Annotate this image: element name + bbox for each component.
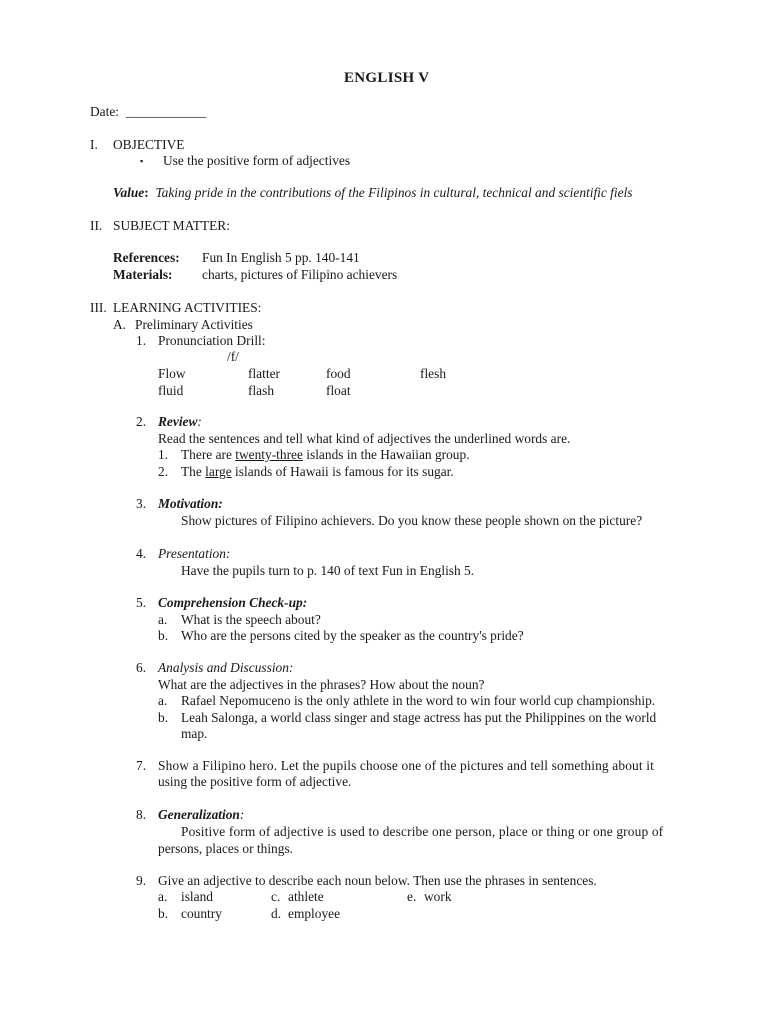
exercise-word: country [181, 906, 222, 921]
objective-heading: OBJECTIVE [113, 137, 185, 152]
analysis-number: 6. [136, 660, 147, 675]
hero-number: 7. [136, 758, 147, 773]
comprehension-number: 5. [136, 595, 147, 610]
value-text: Taking pride in the contributions of the Filipinos in cultural, technical and scientific fiels [155, 185, 633, 200]
phrase-text: map. [181, 726, 208, 741]
generalization-label: Generalization [158, 807, 240, 822]
exercise-word: island [181, 889, 213, 904]
review-sentence [181, 447, 470, 463]
review-instruction: Read the sentences and tell what kind of adjectives the underlined words are. [158, 431, 571, 446]
date-blank: ____________ [126, 104, 207, 119]
underlined-word: large [205, 464, 232, 479]
exercise-word: employee [288, 906, 341, 921]
exercise-letter: b. [158, 906, 169, 921]
review-number: 2. [136, 414, 147, 429]
generalization-text: persons, places or things. [158, 841, 293, 856]
generalization-number: 8. [136, 807, 147, 822]
phrase-text: Rafael Nepomuceno is the only athlete in the word to win four world cup championship. [181, 693, 656, 708]
sub-a-letter: A. [113, 317, 127, 332]
review-sentence-number: 1. [158, 447, 169, 462]
materials-value: charts, pictures of Filipino achievers [202, 267, 398, 282]
exercise-word: work [424, 889, 452, 904]
drill-word: fluid [158, 383, 184, 398]
references-value: Fun In English 5 pp. 140-141 [202, 250, 360, 265]
comprehension-label: Comprehension Check-up: [158, 595, 308, 610]
underlined-word: twenty-three [235, 447, 303, 462]
exercise-word: athlete [288, 889, 324, 904]
materials-label: Materials: [113, 267, 173, 282]
activities-number: III. [90, 300, 107, 315]
drill-word: flatter [248, 366, 280, 381]
drill-word: flash [248, 383, 275, 398]
review-sentence-number: 2. [158, 464, 169, 479]
drill-sound: /f/ [227, 349, 239, 364]
phrase-text: Leah Salonga, a world class singer and stage actress has put the Philippines on the world [181, 710, 657, 725]
sub-a-label: Preliminary Activities [135, 317, 253, 332]
exercise-letter: a. [158, 889, 168, 904]
generalization-text: Positive form of adjective is used to describe one person, place or thing or one group of [181, 824, 664, 839]
hero-text: Show a Filipino hero. Let the pupils choose one of the pictures and tell something about it [158, 758, 654, 773]
presentation-label: Presentation: [158, 546, 231, 561]
question-text: Who are the persons cited by the speaker as the country's pride? [181, 628, 524, 643]
question-letter: a. [158, 612, 168, 627]
exercise-letter: e. [407, 889, 417, 904]
references-label: References: [113, 250, 180, 265]
hero-text: using the positive form of adjective. [158, 774, 352, 789]
drill-word: Flow [158, 366, 186, 381]
phrase-letter: b. [158, 710, 169, 725]
exercise-number: 9. [136, 873, 147, 888]
drill-word: food [326, 366, 351, 381]
sentence-text: islands in the Hawaiian group. [302, 447, 470, 462]
objective-item: Use the positive form of adjectives [163, 153, 351, 168]
exercise-text: Give an adjective to describe each noun below. Then use the phrases in sentences. [158, 873, 597, 888]
value-colon: : [144, 185, 149, 200]
review-heading [158, 414, 202, 430]
bullet-icon: ▪ [140, 156, 144, 166]
subject-heading: SUBJECT MATTER: [113, 218, 230, 233]
date-label: Date: [90, 104, 119, 119]
document-title: ENGLISH V [344, 70, 430, 86]
exercise-letter: c. [271, 889, 281, 904]
analysis-label: Analysis and Discussion: [158, 660, 294, 675]
motivation-label: Motivation: [158, 496, 223, 511]
value-line [113, 185, 633, 201]
value-label: Value [113, 185, 145, 200]
presentation-text: Have the pupils turn to p. 140 of text Fun in English 5. [181, 563, 475, 578]
phrase-letter: a. [158, 693, 168, 708]
subject-number: II. [90, 218, 103, 233]
sentence-text: islands of Hawaii is famous for its sugar. [231, 464, 454, 479]
exercise-letter: d. [271, 906, 282, 921]
activities-heading: LEARNING ACTIVITIES: [113, 300, 262, 315]
generalization-heading [158, 807, 244, 823]
review-colon: : [197, 414, 202, 429]
presentation-number: 4. [136, 546, 147, 561]
sentence-text: The [181, 464, 206, 479]
drill-word: flesh [420, 366, 447, 381]
question-text: What is the speech about? [181, 612, 321, 627]
objective-number: I. [90, 137, 98, 152]
review-sentence [181, 464, 454, 480]
analysis-question: What are the adjectives in the phrases? How about the noun? [158, 677, 485, 692]
question-letter: b. [158, 628, 169, 643]
motivation-number: 3. [136, 496, 147, 511]
drill-label: Pronunciation Drill: [158, 333, 266, 348]
drill-word: float [326, 383, 351, 398]
generalization-colon: : [239, 807, 245, 822]
motivation-text: Show pictures of Filipino achievers. Do you know these people shown on the picture? [181, 513, 643, 528]
drill-number: 1. [136, 333, 147, 348]
review-label: Review [158, 414, 198, 429]
sentence-text: There are [181, 447, 236, 462]
